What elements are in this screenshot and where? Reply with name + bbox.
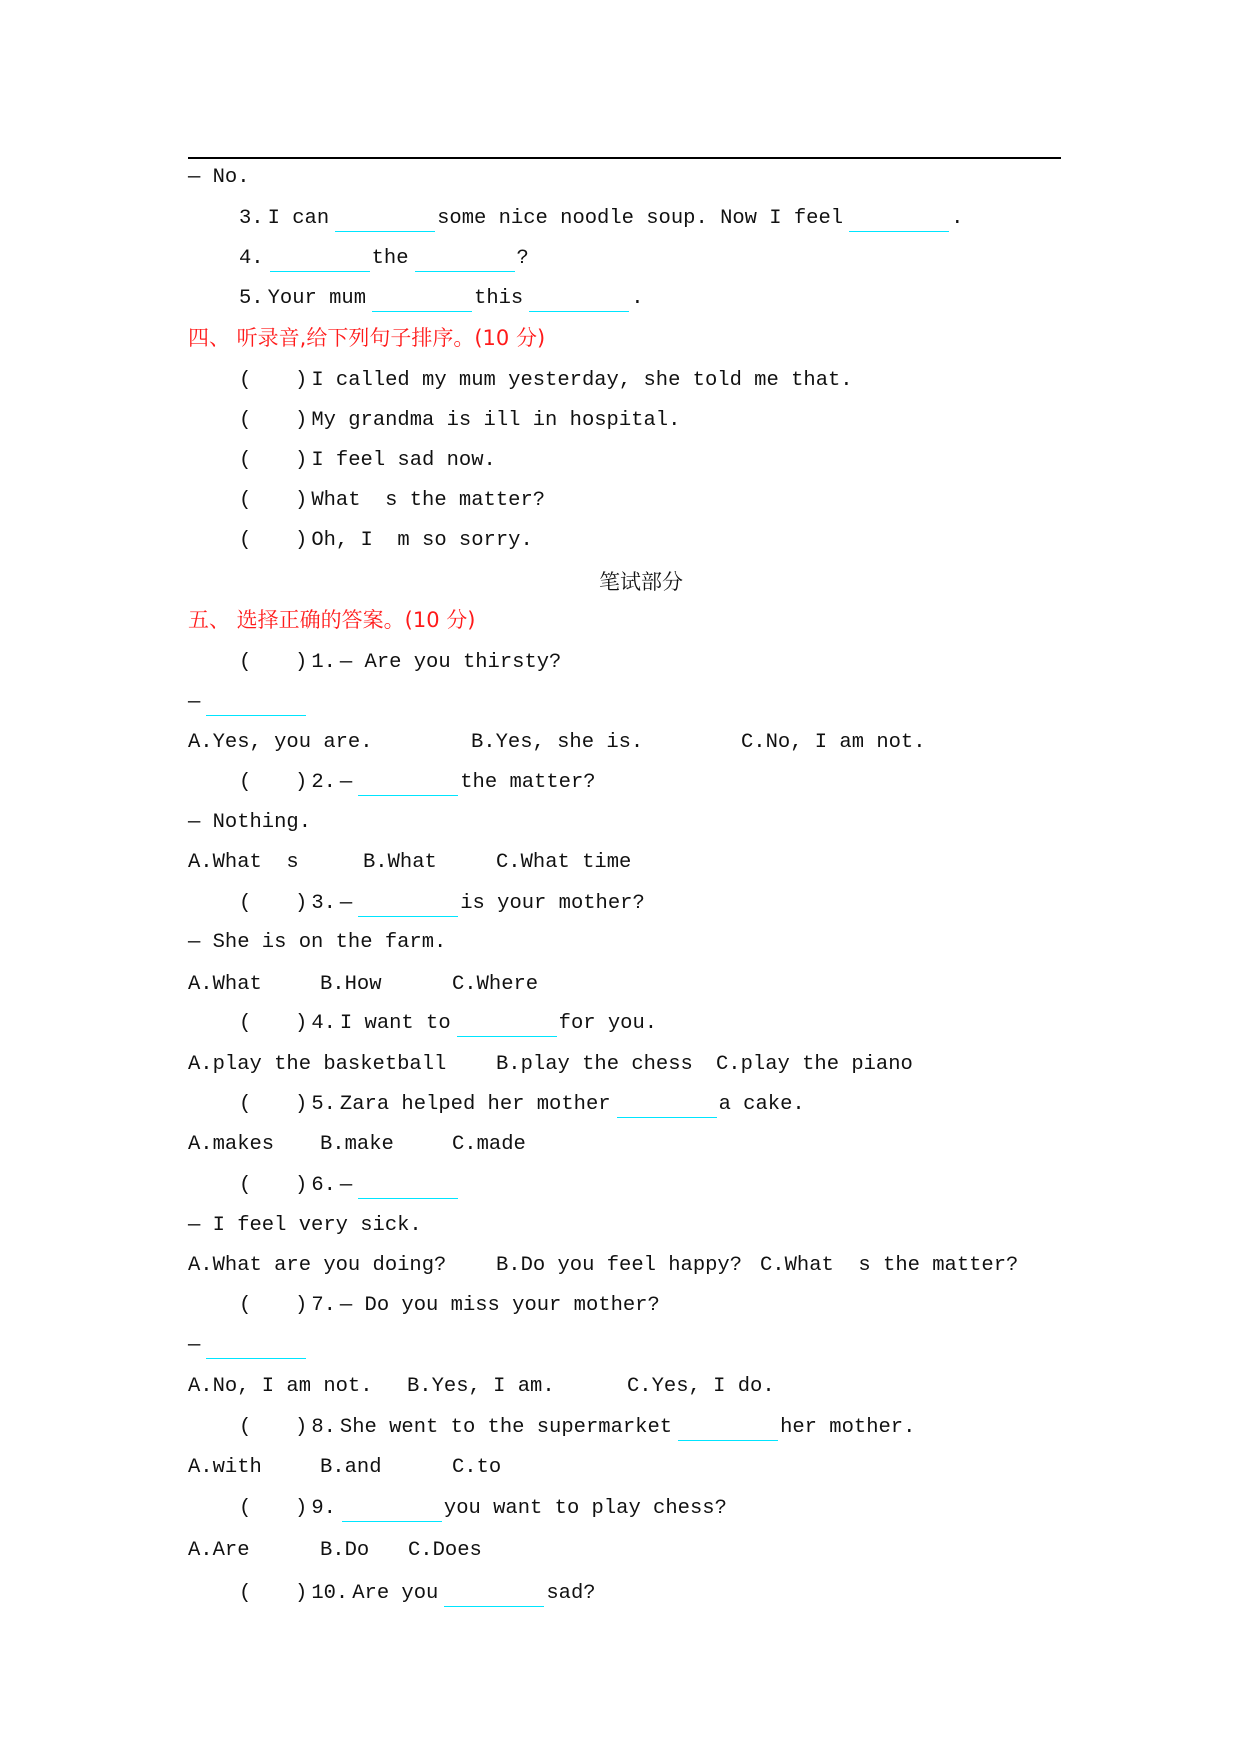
question-10 xyxy=(295,1581,600,1607)
answer-blank[interactable] xyxy=(206,1336,306,1359)
question-1 xyxy=(295,650,565,676)
item-number: 5. xyxy=(239,287,264,310)
option-c[interactable] xyxy=(408,1538,486,1564)
option-label: C.Does xyxy=(408,1539,482,1562)
option-label: A.Yes, you are. xyxy=(188,731,373,754)
option-label: B.Do you feel happy? xyxy=(496,1254,743,1277)
paren: ( xyxy=(239,1093,252,1116)
option-label: A.Are xyxy=(188,1539,250,1562)
question-9 xyxy=(295,1496,731,1522)
option-a[interactable] xyxy=(188,1253,450,1279)
sentence-text: I want to xyxy=(339,1012,451,1035)
option-label: C.made xyxy=(452,1133,526,1156)
option-label: B.Yes, she is. xyxy=(471,731,644,754)
option-label: A.No, I am not. xyxy=(188,1375,373,1398)
sentence-text: — I feel very sick. xyxy=(188,1214,422,1237)
sentence-text: — Do you miss your mother? xyxy=(339,1294,660,1317)
option-b[interactable] xyxy=(496,1052,697,1078)
question-1-open xyxy=(239,650,255,676)
option-c[interactable] xyxy=(452,972,542,998)
paren: ( xyxy=(239,529,252,552)
answer-paren: ) xyxy=(295,1416,308,1439)
question-6-reply xyxy=(188,1213,426,1239)
sentence-text: her mother. xyxy=(780,1416,916,1439)
fill-item-5 xyxy=(239,286,648,312)
question-1-reply xyxy=(188,690,308,716)
answer-paren: ) xyxy=(295,1294,308,1317)
sentence-text: some nice noodle soup. Now I feel xyxy=(437,207,844,230)
paren: ( xyxy=(239,771,252,794)
answer-blank[interactable] xyxy=(617,1095,717,1118)
order-item-2 xyxy=(295,408,684,434)
question-7 xyxy=(295,1293,664,1319)
order-item-2-open xyxy=(239,408,255,434)
answer-blank[interactable] xyxy=(335,209,435,232)
sentence-text: She went to the supermarket xyxy=(339,1416,673,1439)
answer-blank[interactable] xyxy=(415,249,515,272)
sentence-text: for you. xyxy=(558,1012,658,1035)
option-a[interactable] xyxy=(188,972,266,998)
item-number: 4. xyxy=(239,247,264,270)
answer-paren: ) xyxy=(295,1012,308,1035)
answer-blank[interactable] xyxy=(678,1418,778,1441)
paren: ( xyxy=(239,1294,252,1317)
answer-paren[interactable]: ) xyxy=(295,449,308,472)
item-number: 3. xyxy=(239,207,264,230)
question-4-open xyxy=(239,1011,255,1037)
answer-paren: ) xyxy=(295,771,308,794)
sentence-text: . xyxy=(951,207,964,230)
question-number: 4. xyxy=(311,1012,336,1035)
order-item-3 xyxy=(295,448,500,474)
question-number: 5. xyxy=(311,1093,336,1116)
option-label: C.play the piano xyxy=(716,1053,913,1076)
sentence-text: ? xyxy=(516,247,529,270)
option-c[interactable] xyxy=(452,1132,530,1158)
answer-blank[interactable] xyxy=(444,1584,544,1607)
order-item-4-open xyxy=(239,488,255,514)
option-c[interactable] xyxy=(452,1455,505,1481)
option-b[interactable] xyxy=(320,972,386,998)
section-5-title xyxy=(188,607,479,633)
sentence-text: the matter? xyxy=(460,771,596,794)
option-b[interactable] xyxy=(320,1132,398,1158)
question-number: 8. xyxy=(311,1416,336,1439)
sentence-text: — She is on the farm. xyxy=(188,931,447,954)
answer-paren: ) xyxy=(295,1497,308,1520)
answer-blank[interactable] xyxy=(358,1176,458,1199)
sentence-text: — Are you thirsty? xyxy=(339,651,562,674)
answer-blank[interactable] xyxy=(342,1499,442,1522)
question-3-open xyxy=(239,891,255,917)
section-title: 四、 听录音,给下列句子排序。(10 分) xyxy=(188,326,546,350)
question-5 xyxy=(295,1092,809,1118)
question-10-open xyxy=(239,1581,255,1607)
written-part-title xyxy=(599,569,687,595)
sentence-text: I feel sad now. xyxy=(311,449,496,472)
option-label: C.Where xyxy=(452,973,539,996)
sentence-text: . xyxy=(631,287,644,310)
option-label: A.with xyxy=(188,1456,262,1479)
fill-item-4 xyxy=(239,246,533,272)
previous-answer xyxy=(188,165,254,191)
option-label: C.What time xyxy=(496,851,632,874)
option-c[interactable] xyxy=(627,1374,779,1400)
order-item-4 xyxy=(295,488,549,514)
sentence-text: I called my mum yesterday, she told me that. xyxy=(311,369,853,392)
sentence-text: is your mother? xyxy=(460,892,645,915)
order-item-1-open xyxy=(239,368,255,394)
option-label: C.to xyxy=(452,1456,502,1479)
option-label: A.play the basketball xyxy=(188,1053,447,1076)
sentence-text: you want to play chess? xyxy=(443,1497,727,1520)
question-9-open xyxy=(239,1496,255,1522)
question-2 xyxy=(295,770,600,796)
section-title: 五、 选择正确的答案。(10 分) xyxy=(188,608,476,632)
answer-paren: ) xyxy=(295,1093,308,1116)
option-a[interactable] xyxy=(188,1374,377,1400)
sentence-text: — xyxy=(188,1334,201,1357)
sentence-text: a cake. xyxy=(718,1093,805,1116)
question-2-open xyxy=(239,770,255,796)
question-7-reply xyxy=(188,1333,308,1359)
order-item-5-open xyxy=(239,528,255,554)
sentence-text: I can xyxy=(267,207,330,230)
option-a[interactable] xyxy=(188,850,303,876)
option-c[interactable] xyxy=(716,1052,917,1078)
sentence-text: My grandma is ill in hospital. xyxy=(311,409,681,432)
option-c[interactable] xyxy=(496,850,635,876)
question-number: 2. xyxy=(311,771,336,794)
answer-paren[interactable]: ) xyxy=(295,369,308,392)
paren: ( xyxy=(239,1497,252,1520)
sentence-text: this xyxy=(474,287,524,310)
option-label: B.Yes, I am. xyxy=(407,1375,555,1398)
answer-paren: ) xyxy=(295,892,308,915)
paren: ( xyxy=(239,1416,252,1439)
question-4 xyxy=(295,1011,661,1037)
option-a[interactable] xyxy=(188,1132,278,1158)
option-a[interactable] xyxy=(188,1052,450,1078)
question-6-open xyxy=(239,1173,255,1199)
paren: ( xyxy=(239,449,252,472)
sentence-text: the xyxy=(371,247,409,270)
option-label: A.What xyxy=(188,973,262,996)
answer-blank[interactable] xyxy=(457,1014,557,1037)
paren: ( xyxy=(239,1582,252,1605)
answer-paren[interactable]: ) xyxy=(295,409,308,432)
question-number: 10. xyxy=(311,1582,349,1605)
option-label: C.What s the matter? xyxy=(760,1254,1019,1277)
sentence-text: Zara helped her mother xyxy=(339,1093,611,1116)
question-number: 1. xyxy=(311,651,336,674)
question-2-reply xyxy=(188,810,315,836)
option-a[interactable] xyxy=(188,1455,266,1481)
option-a[interactable] xyxy=(188,730,377,756)
question-number: 7. xyxy=(311,1294,336,1317)
order-item-1 xyxy=(295,368,857,394)
answer-paren: ) xyxy=(295,1582,308,1605)
answer-paren: ) xyxy=(295,651,308,674)
sentence-text: Are you xyxy=(352,1582,439,1605)
question-number: 3. xyxy=(311,892,336,915)
option-label: C.No, I am not. xyxy=(741,731,926,754)
question-3-reply xyxy=(188,930,450,956)
paren: ( xyxy=(239,1012,252,1035)
fill-item-3 xyxy=(239,206,967,232)
order-item-5 xyxy=(295,528,537,554)
option-label: B.make xyxy=(320,1133,394,1156)
option-c[interactable] xyxy=(760,1253,1022,1279)
sentence-text: — xyxy=(188,691,201,714)
sentence-text: Oh, I m so sorry. xyxy=(311,529,533,552)
option-label: B.Do xyxy=(320,1539,370,1562)
paren: ( xyxy=(239,409,252,432)
answer-blank[interactable] xyxy=(206,693,306,716)
sentence-text: — Nothing. xyxy=(188,811,312,834)
option-b[interactable] xyxy=(363,850,441,876)
answer-paren[interactable]: ) xyxy=(295,529,308,552)
sentence-text: — xyxy=(339,1174,353,1197)
answer-blank[interactable] xyxy=(270,249,370,272)
question-6 xyxy=(295,1173,460,1199)
order-item-3-open xyxy=(239,448,255,474)
question-number: 9. xyxy=(311,1497,336,1520)
paren: ( xyxy=(239,489,252,512)
answer-paren[interactable]: ) xyxy=(295,489,308,512)
question-8 xyxy=(295,1415,919,1441)
option-label: B.play the chess xyxy=(496,1053,693,1076)
paren: ( xyxy=(239,651,252,674)
option-label: A.What s xyxy=(188,851,299,874)
question-5-open xyxy=(239,1092,255,1118)
answer-paren: ) xyxy=(295,1174,308,1197)
sentence-text: — xyxy=(339,892,353,915)
option-b[interactable] xyxy=(407,1374,559,1400)
question-8-open xyxy=(239,1415,255,1441)
option-a[interactable] xyxy=(188,1538,254,1564)
sentence-text: — xyxy=(339,771,353,794)
question-number: 6. xyxy=(311,1174,336,1197)
section-title: 笔试部分 xyxy=(599,570,683,594)
option-b[interactable] xyxy=(320,1455,386,1481)
paren: ( xyxy=(239,892,252,915)
option-label: C.Yes, I do. xyxy=(627,1375,775,1398)
paren: ( xyxy=(239,1174,252,1197)
sentence-text: What s the matter? xyxy=(311,489,546,512)
header-rule xyxy=(188,157,1061,159)
option-b[interactable] xyxy=(320,1538,373,1564)
paren: ( xyxy=(239,369,252,392)
answer-blank[interactable] xyxy=(849,209,949,232)
option-b[interactable] xyxy=(471,730,647,756)
sentence-text: Your mum xyxy=(267,287,367,310)
option-label: B.How xyxy=(320,973,382,996)
answer-text: — No. xyxy=(188,166,250,189)
answer-blank[interactable] xyxy=(358,894,458,917)
option-b[interactable] xyxy=(496,1253,746,1279)
option-c[interactable] xyxy=(741,730,930,756)
answer-blank[interactable] xyxy=(529,289,629,312)
option-label: A.What are you doing? xyxy=(188,1254,447,1277)
answer-blank[interactable] xyxy=(358,773,458,796)
answer-blank[interactable] xyxy=(372,289,472,312)
section-4-title xyxy=(188,325,549,351)
option-label: A.makes xyxy=(188,1133,275,1156)
sentence-text: sad? xyxy=(546,1582,596,1605)
option-label: B.What xyxy=(363,851,437,874)
option-label: B.and xyxy=(320,1456,382,1479)
question-7-open xyxy=(239,1293,255,1319)
question-3 xyxy=(295,891,649,917)
